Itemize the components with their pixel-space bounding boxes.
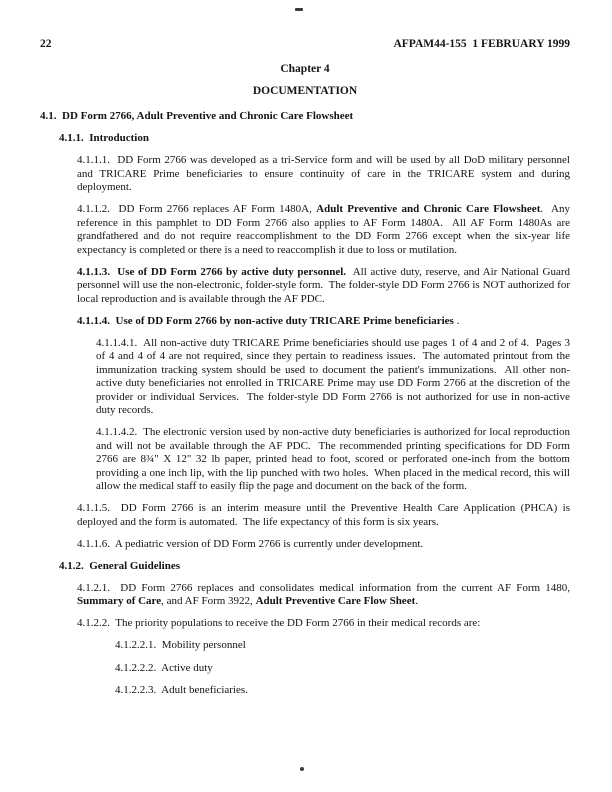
- para-4-1-1-1: [77, 154, 570, 195]
- text-segment: 4.1.2.2.2. Active duty: [115, 661, 213, 674]
- bold-text-segment: 4.1. DD Form 2766, Adult Preventive and Chronic Care Flowsheet: [40, 110, 354, 122]
- text-segment: 4.1.2.2.1. Mobility personnel: [115, 639, 246, 652]
- para-4-1-1-6: [77, 538, 570, 552]
- para-4-1-2-2-1: [115, 639, 570, 653]
- para-4-1-2-1: [77, 582, 570, 609]
- bold-text-segment: 4.1.1. Introduction: [59, 132, 149, 145]
- para-4-1-1-2: [77, 203, 570, 257]
- para-4-1-1-4-1: [96, 337, 570, 418]
- chapter-title: DOCUMENTATION: [252, 85, 358, 97]
- text-segment: 4.1.1.5. DD Form 2766 is an interim measure until the Preventive Health Care Application (PHCA) is deployed and the form is automated. The life expectancy of this form is six years.: [77, 502, 570, 528]
- bold-text-segment: 4.1.1.3. Use of DD Form 2766 by active duty personnel.: [77, 265, 347, 278]
- para-4-1-1-3: [77, 266, 570, 307]
- text-segment: All active duty, reserve, and Air National Guard personnel will use the non-electronic, folder-style form. The folder-style DD Form 2766 is NOT authorized for local reproduction and is available through the AF PDC.: [77, 265, 571, 305]
- para-4-1-2-2: [77, 617, 570, 631]
- text-segment: 4.1.2.1. DD Form 2766 replaces and consolidates medical information from the current AF Form 1480,: [77, 581, 570, 594]
- bold-text-segment: 4.1.1.4. Use of DD Form 2766 by non-active duty TRICARE Prime beneficiaries: [77, 314, 454, 327]
- para-4-1-2-2-3: [115, 684, 570, 698]
- para-4-1-2-2-2: [115, 662, 570, 676]
- section-4-1-heading: [40, 110, 570, 124]
- page-number: 22: [40, 38, 52, 50]
- para-4-1-1-4-2: [96, 426, 570, 494]
- text-segment: 4.1.1.4.2. The electronic version used by non-active duty beneficiaries is authorized for local reproduction and will not be available through the AF PDC. The recommended printing specifications for DD Form 2766 are 8¾" X 12" 32 lb paper, printed head to foot, scored or perforated one-inch from the bottom providing a one inch lip, with the lip punched with two holes. When placed in the medical record, this will allow the medical staff to easily flip the page and document on the back of the form.: [96, 426, 570, 493]
- document-body: [40, 110, 570, 697]
- chapter-label: Chapter 4: [280, 63, 330, 75]
- text-segment: .: [415, 595, 418, 608]
- section-4-1-2-heading: [59, 560, 570, 574]
- bold-text-segment: 4.1.2. General Guidelines: [59, 559, 180, 572]
- text-segment: 4.1.1.4.1. All non-active duty TRICARE Prime beneficiaries should use pages 1 of 4 and 2 of 4. Pages 3 of 4 and 4 of 4 are not required, since they pertain to readiness issues. The automated printout from the immunization tracking system should be used to document the patient's immunizations. All other non-active duty beneficiaries not enrolled in TRICARE Prime may use DD Form 2766 at the discretion of the provider or individual Services. The folder-style DD Form 2766 is not authorized for use in non-active duty records.: [96, 336, 570, 417]
- text-segment: 4.1.1.2. DD Form 2766 replaces AF Form 1480A,: [77, 203, 317, 216]
- section-4-1-1-heading: [59, 132, 570, 146]
- bold-text-segment: Adult Preventive and Chronic Care Flowsheet: [316, 203, 541, 216]
- text-segment: 4.1.1.1. DD Form 2766 was developed as a tri-Service form and will be used by all DoD military personnel and TRICARE Prime beneficiaries to ensure continuity of care in the TRICARE system and during deployment.: [77, 154, 570, 194]
- text-segment: 4.1.2.2.3. Adult beneficiaries.: [115, 683, 248, 696]
- text-segment: , and AF Form 3922,: [161, 595, 256, 608]
- page-header: [40, 38, 570, 50]
- bold-text-segment: Summary of Care: [77, 595, 162, 608]
- document-id: AFPAM44-155 1 FEBRUARY 1999: [393, 38, 570, 50]
- text-segment: 4.1.1.6. A pediatric version of DD Form 2766 is currently under development.: [77, 537, 424, 550]
- para-4-1-1-5: [77, 502, 570, 529]
- text-segment: 4.1.2.2. The priority populations to receive the DD Form 2766 in their medical records are:: [77, 617, 481, 630]
- para-4-1-1-4-heading: [77, 315, 570, 329]
- text-segment: . Any reference in this pamphlet to DD Form 2766 also applies to AF Form 1480A. All AF Form 1480As are grandfathered and do not require reaccomplishment to the DD Form 2766 except when the six-year life expectancy is completed or there is a need to reaccomplish it due to loss or mutilation.: [77, 203, 570, 256]
- scan-artifact-top: [295, 8, 303, 11]
- text-segment: .: [453, 314, 460, 327]
- bold-text-segment: Adult Preventive Care Flow Sheet: [255, 595, 416, 608]
- scan-artifact-bottom: [300, 767, 304, 771]
